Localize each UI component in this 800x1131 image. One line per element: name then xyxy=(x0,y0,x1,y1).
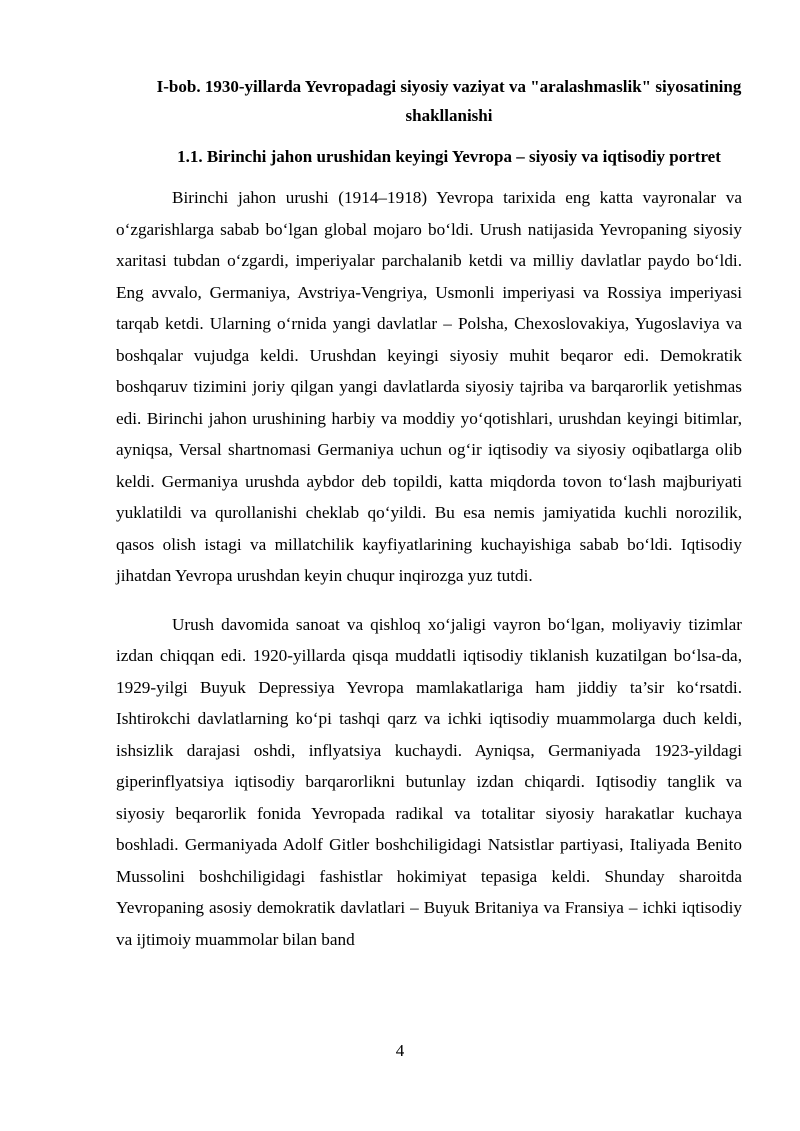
section-title: 1.1. Birinchi jahon urushidan keyingi Yevropa – siyosiy va iqtisodiy portret xyxy=(177,147,721,166)
body-paragraph-2: Urush davomida sanoat va qishloq xo‘jaligi vayron bo‘lgan, moliyaviy tizimlar izdan chiqqan edi. 1920-yillarda qisqa muddatli iqtisodiy tiklanish kuzatilgan bo‘lsa-da, 1929-yilgi Buyuk Depressiya Yevropa mamlakatlariga ham jiddiy ta’sir ko‘rsatdi. Ishtirokchi davlatlarning ko‘pi tashqi qarz va ichki iqtisodiy muammolarga duch keldi, ishsizlik darajasi oshdi, inflyatsiya kuchaydi. Ayniqsa, Germaniyada 1923-yildagi giperinflyatsiya iqtisodiy barqarorlikni butunlay izdan chiqardi. Iqtisodiy tanglik va siyosiy beqarorlik fonida Yevropada radikal va totalitar siyosiy harakatlar kuchaya boshladi. Germaniyada Adolf Gitler boshchiligidagi Natsistlar partiyasi, Italiyada Benito Mussolini boshchiligidagi fashistlar hokimiyat tepasiga keldi. Shunday sharoitda Yevropaning asosiy demokratik davlatlari – Buyuk Britaniya va Fransiya – ichki iqtisodiy va ijtimoiy muammolar bilan band xyxy=(116,614,742,949)
page-number: 4 xyxy=(395,1041,405,1060)
document-page xyxy=(116,72,742,955)
chapter-title: I-bob. 1930-yillarda Yevropadagi siyosiy vaziyat va "aralashmaslik" siyosatining shakllanishi xyxy=(156,77,742,125)
body-paragraph-1: Birinchi jahon urushi (1914–1918) Yevropa tarixida eng katta vayronalar va o‘zgarishlarga sabab bo‘lgan global mojaro bo‘ldi. Urush natijasida Yevropaning siyosiy xaritasi tubdan o‘zgardi, imperiyalar parchalanib ketdi va milliy davlatlar paydo bo‘ldi. Eng avvalo, Germaniya, Avstriya-Vengriya, Usmonli imperiyasi va Rossiya imperiyasi tarqab ketdi. Ularning o‘rnida yangi davlatlar – Polsha, Chexoslovakiya, Yugoslaviya va boshqalar vujudga keldi. Urushdan keyingi siyosiy muhit beqaror edi. Demokratik boshqaruv tizimini joriy qilgan yangi davlatlarda siyosiy tajriba va barqarorlik yetishmas edi. Birinchi jahon urushining harbiy va moddiy yo‘qotishlari, urushdan keyingi bitimlar, ayniqsa, Versal shartnomasi Germaniya uchun og‘ir iqtisodiy va siyosiy oqibatlarga olib keldi. Germaniya urushda aybdor deb topildi, katta miqdorda tovon to‘lash majburiyati yuklatildi va qurollanishi cheklab qo‘yildi. Bu esa nemis jamiyatida kuchli norozilik, qasos olish istagi va millatchilik kayfiyatlarining kuchayishiga sabab bo‘ldi. Iqtisodiy jihatdan Yevropa urushdan keyin chuqur inqirozga yuz tutdi. xyxy=(116,188,742,585)
